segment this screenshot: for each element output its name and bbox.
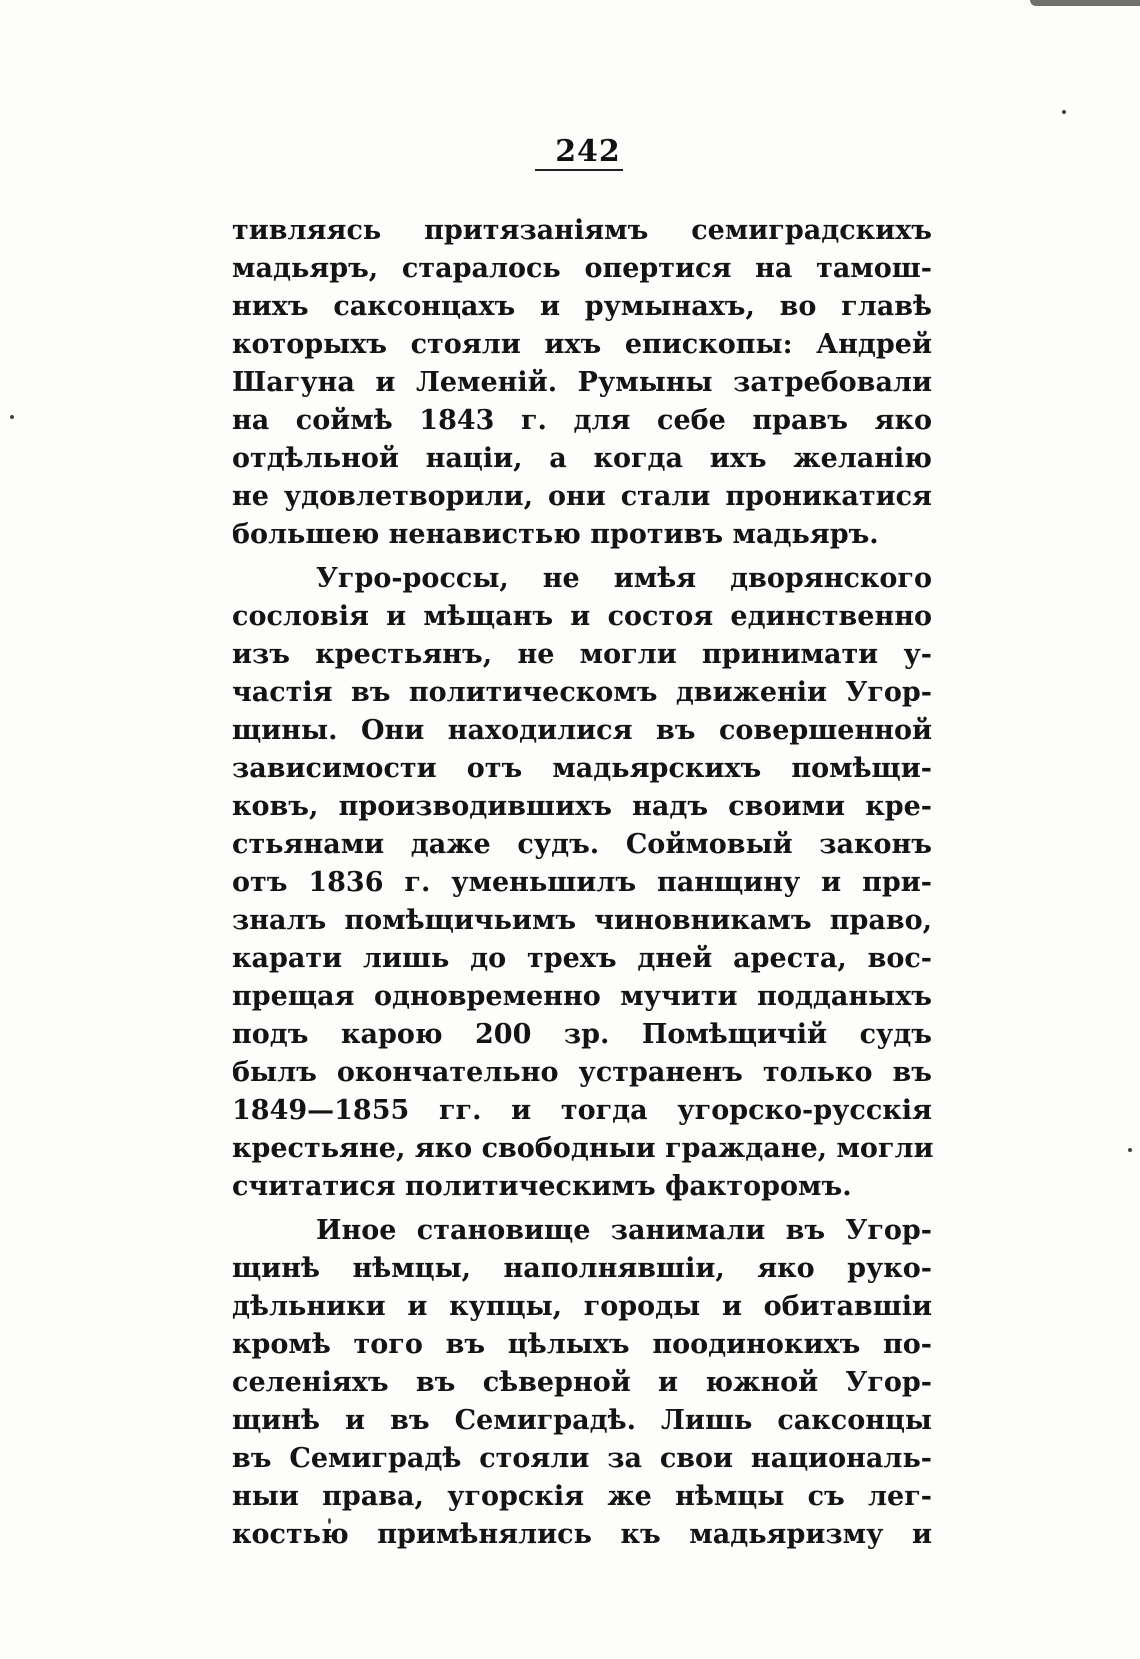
text-line: щины. Они находилися въ совершенной <box>232 715 932 746</box>
text-line: на соймѣ 1843 г. для себе правъ яко <box>232 405 932 436</box>
paragraph-2 <box>232 560 932 1206</box>
text-line: не удовлетворили, они стали проникатися <box>232 481 932 512</box>
scan-speck <box>1128 1148 1132 1152</box>
text-line: щинѣ и въ Семиградѣ. Лишь саксонцы <box>232 1405 932 1436</box>
text-line: зналъ помѣщичьимъ чиновникамъ право, <box>232 905 932 936</box>
text-line: нихъ саксонцахъ и румынахъ, во главѣ <box>232 291 932 322</box>
scan-edge-shadow <box>1030 0 1140 6</box>
text-line: большею ненавистью противъ мадьяръ. <box>232 519 879 550</box>
text-line: тивляясь притязаніямъ семиградскихъ <box>232 215 932 246</box>
text-line: былъ окончательно устраненъ только въ <box>232 1057 932 1088</box>
text-line: отъ 1836 г. уменьшилъ панщину и при- <box>232 867 932 898</box>
page-number-underline <box>535 169 623 171</box>
page-number: 242 <box>555 134 621 169</box>
text-line: въ Семиградѣ стояли за свои националь- <box>232 1443 932 1474</box>
text-line: Угро-россы, не имѣя дворянского <box>316 563 932 594</box>
body-text <box>232 212 932 1554</box>
text-line: Шагуна и Леменій. Румыны затребовали <box>232 367 932 398</box>
text-line: прещая одновременно мучити подданыхъ <box>232 981 932 1012</box>
text-line: считатися политическимъ факторомъ. <box>232 1171 852 1202</box>
text-line: сословія и мѣщанъ и состоя единственно <box>232 601 932 632</box>
text-line: ковъ, производившихъ надъ своими кре- <box>232 791 932 822</box>
text-line: костью примѣнялись къ мадьяризму и <box>232 1519 932 1550</box>
text-line: щинѣ нѣмцы, наполнявшіи, яко руко- <box>232 1253 932 1284</box>
text-line: изъ крестьянъ, не могли принимати у- <box>232 639 932 670</box>
text-line: селеніяхъ въ сѣверной и южной Угор- <box>232 1367 932 1398</box>
text-line: подъ карою 200 зр. Помѣщичій судъ <box>232 1019 932 1050</box>
text-line: карати лишь до трехъ дней ареста, вос- <box>232 943 932 974</box>
text-line: зависимости отъ мадьярскихъ помѣщи- <box>232 753 932 784</box>
text-line: мадьяръ, старалось опертися на тамош- <box>232 253 932 284</box>
paragraph-3 <box>232 1212 932 1554</box>
text-line: Иное становище занимали въ Угор- <box>316 1215 932 1246</box>
text-line: частія въ политическомъ движеніи Угор- <box>232 677 932 708</box>
text-line: 1849—1855 гг. и тогда угорско-русскія <box>232 1095 932 1126</box>
text-line: дѣльники и купцы, городы и обитавшіи <box>232 1291 932 1322</box>
text-line: кромѣ того въ цѣлыхъ поодинокихъ по- <box>232 1329 932 1360</box>
text-line: ныи права, угорскія же нѣмцы съ лег- <box>232 1481 932 1512</box>
text-line: отдѣльной націи, а когда ихъ желанію <box>232 443 932 474</box>
text-line: которыхъ стояли ихъ епископы: Андрей <box>232 329 932 360</box>
text-line: стьянами даже судъ. Соймовый законъ <box>232 829 932 860</box>
paragraph-1 <box>232 212 932 554</box>
scan-speck <box>10 415 14 419</box>
scan-speck <box>1062 110 1066 114</box>
text-line: крестьяне, яко свободныи граждане, могли <box>232 1133 934 1164</box>
